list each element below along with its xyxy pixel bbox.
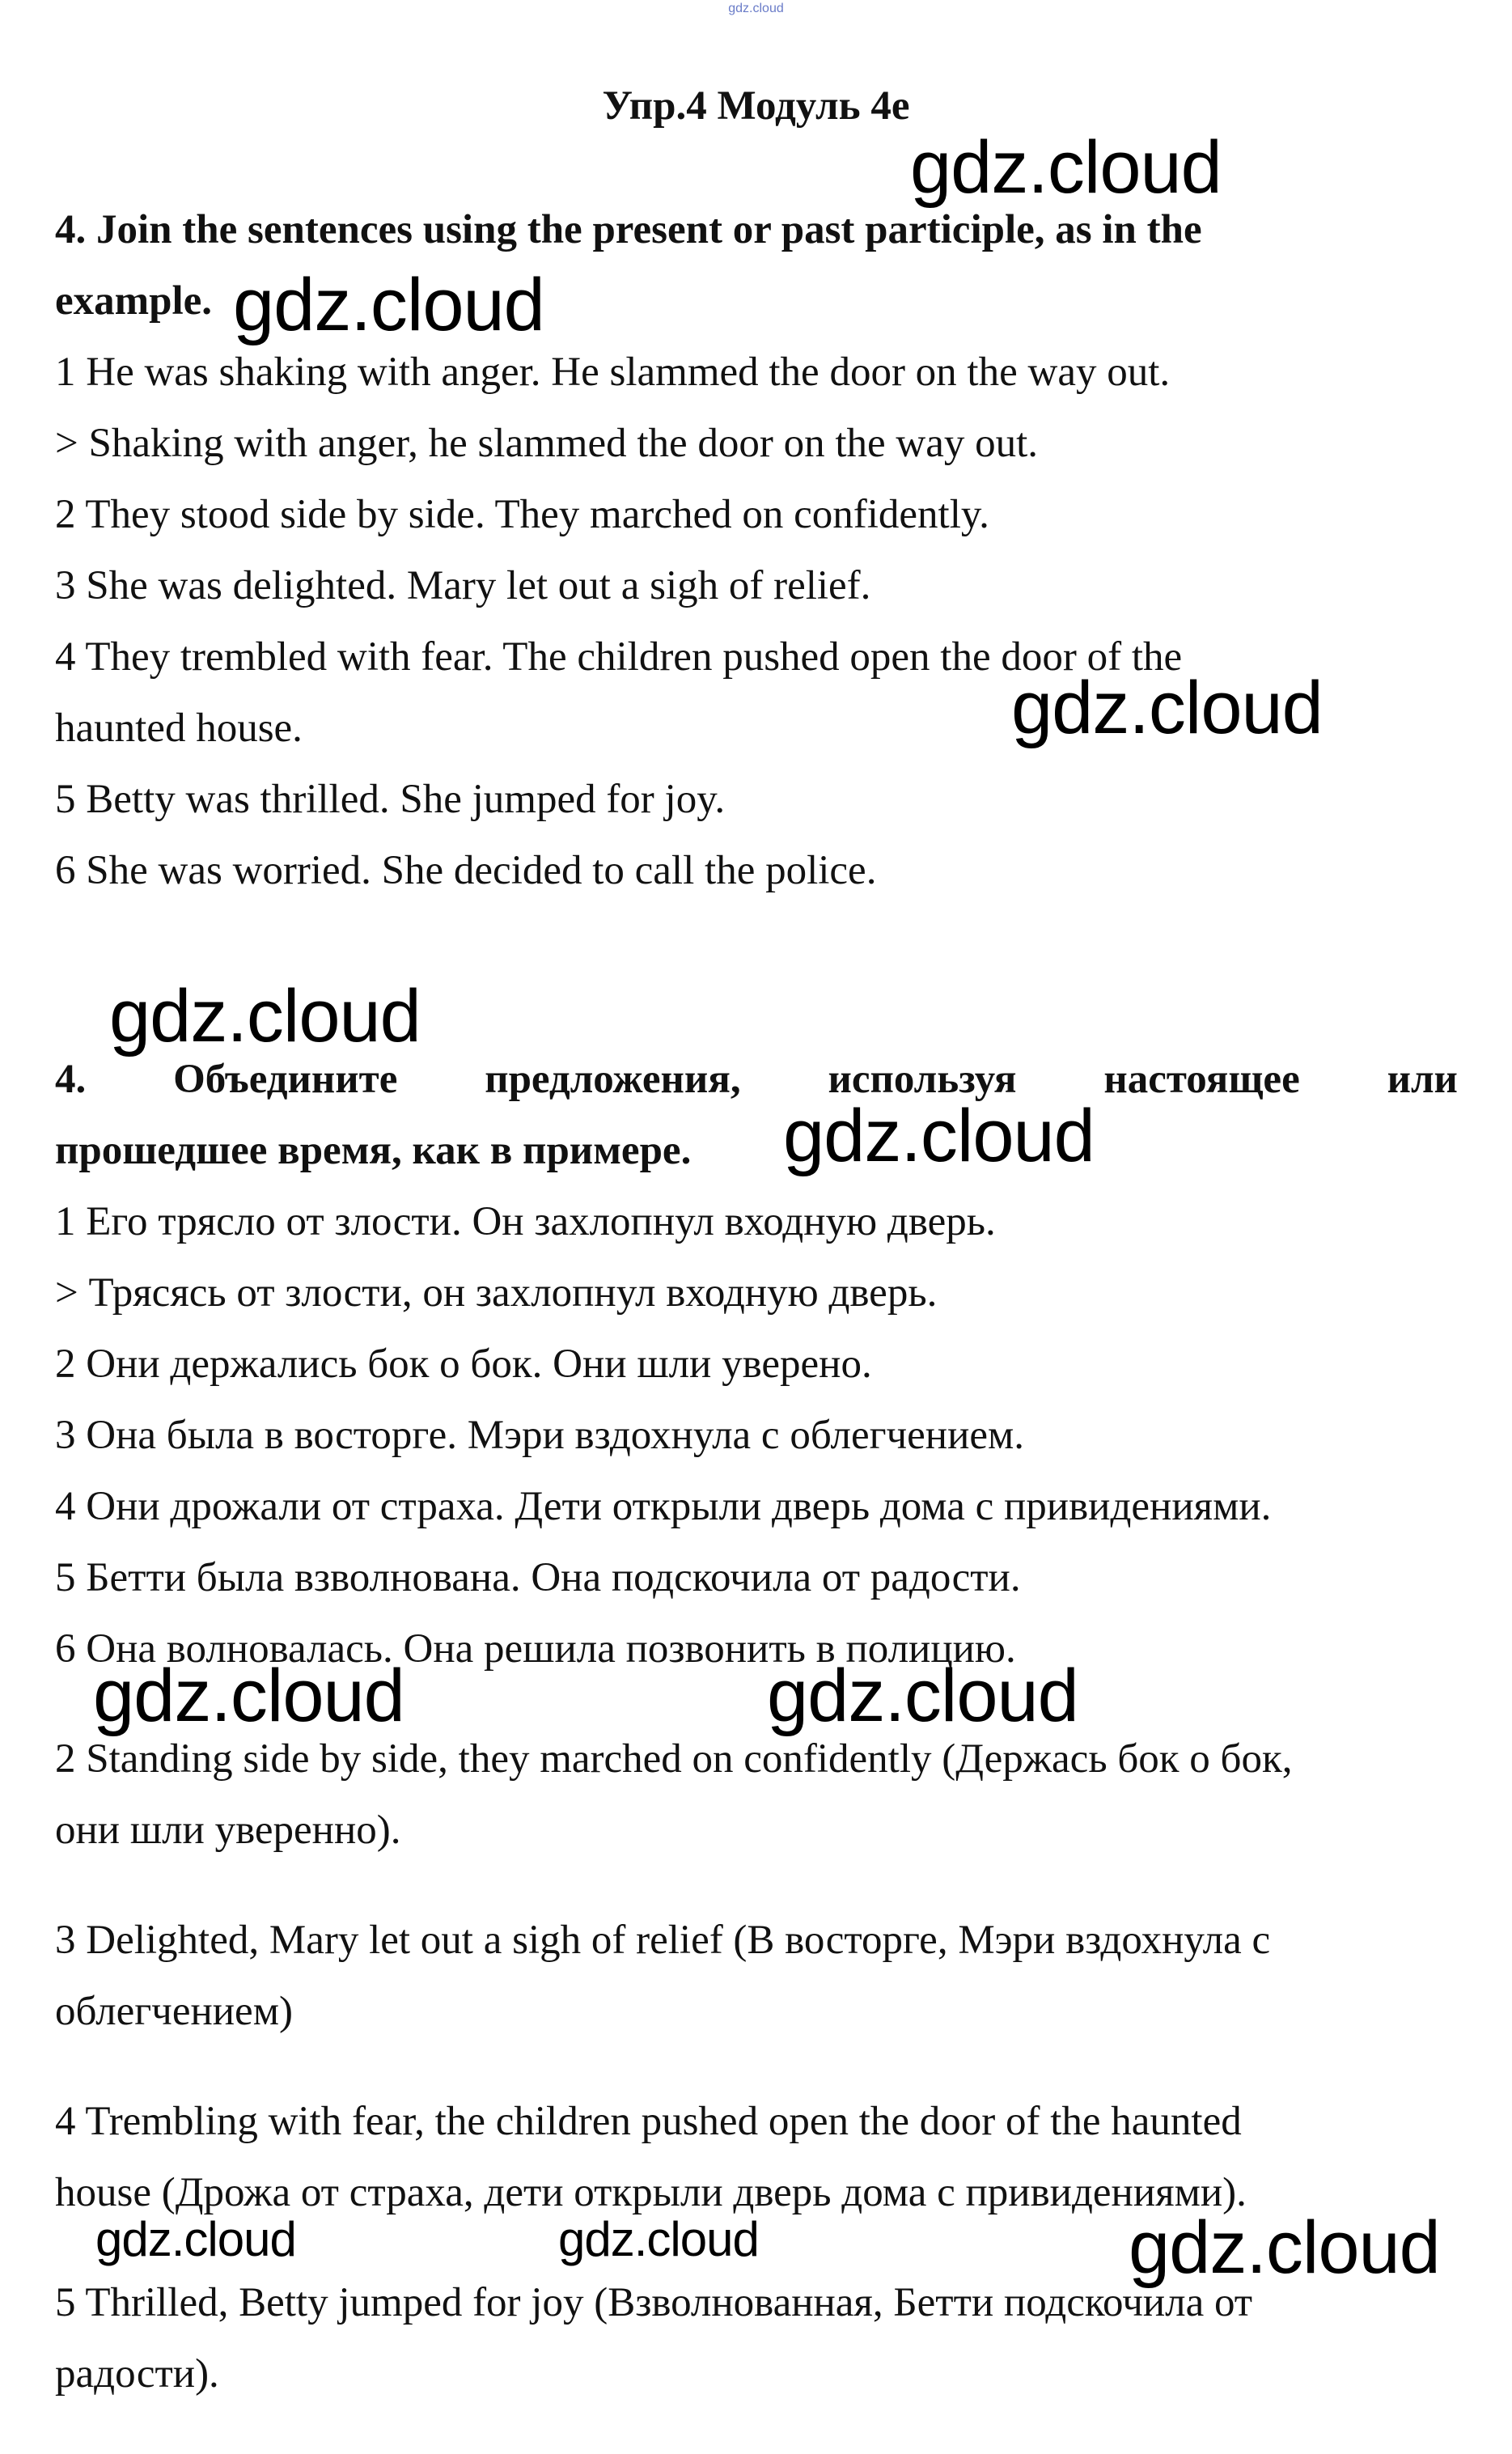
watermark: gdz.cloud — [1129, 2206, 1440, 2289]
watermark: gdz.cloud — [558, 2212, 759, 2266]
heading-word: настоящее — [1103, 1057, 1300, 1102]
exercise-item-en: 2 They stood side by side. They marched on confidently. — [55, 492, 989, 537]
page-title: Упр.4 Модуль 4е — [602, 83, 910, 129]
top-watermark: gdz.cloud — [728, 2, 784, 15]
watermark: gdz.cloud — [95, 2212, 296, 2266]
heading-word: Объедините — [173, 1057, 398, 1102]
heading-word: используя — [828, 1057, 1017, 1102]
watermark: gdz.cloud — [783, 1095, 1095, 1177]
answer-line: 5 Thrilled, Betty jumped for joy (Взволнованная, Бетти подскочила от — [55, 2280, 1253, 2325]
heading-word: предложения, — [485, 1057, 741, 1102]
exercise-item-en: 6 She was worried. She decided to call the police. — [55, 848, 877, 893]
task-heading-ru-line1 — [55, 1055, 1458, 1104]
watermark: gdz.cloud — [109, 975, 421, 1057]
exercise-item-en: 1 He was shaking with anger. He slammed the door on the way out. — [55, 350, 1171, 395]
answer-line: 4 Trembling with fear, the children pushed open the door of the haunted — [55, 2099, 1242, 2144]
watermark: gdz.cloud — [1011, 667, 1323, 749]
answer-line: 3 Delighted, Mary let out a sigh of relief (В восторге, Мэри вздохнула с — [55, 1918, 1271, 1963]
watermark: gdz.cloud — [233, 264, 544, 346]
answer-line: 2 Standing side by side, they marched on confidently (Держась бок о бок, — [55, 1736, 1293, 1782]
task-heading-ru-line2: прошедшее время, как в примере. — [55, 1128, 692, 1173]
heading-word: или — [1387, 1057, 1458, 1102]
answer-line: облегчением) — [55, 1989, 293, 2034]
task-heading-en-line1: 4. Join the sentences using the present or past participle, as in the — [55, 207, 1202, 252]
exercise-item-en: 5 Betty was thrilled. She jumped for joy. — [55, 777, 726, 822]
watermark: gdz.cloud — [93, 1655, 404, 1737]
exercise-item-ru: 6 Она волновалась. Она решила позвонить в полицию. — [55, 1626, 1016, 1672]
exercise-item-en: haunted house. — [55, 706, 303, 751]
watermark: gdz.cloud — [910, 126, 1222, 209]
exercise-item-ru: 4 Они дрожали от страха. Дети открыли дверь дома с привидениями. — [55, 1484, 1272, 1529]
heading-word: 4. — [55, 1057, 87, 1102]
watermark: gdz.cloud — [767, 1655, 1078, 1737]
exercise-item-ru: 2 Они держались бок о бок. Они шли уверено. — [55, 1341, 872, 1387]
exercise-item-ru: 5 Бетти была взволнована. Она подскочила от радости. — [55, 1555, 1021, 1600]
exercise-item-ru: 3 Она была в восторге. Мэри вздохнула с облегчением. — [55, 1413, 1025, 1458]
exercise-item-en: > Shaking with anger, he slammed the door on the way out. — [55, 421, 1039, 466]
exercise-item-en: 4 They trembled with fear. The children pushed open the door of the — [55, 634, 1183, 680]
answer-line: радости). — [55, 2351, 219, 2397]
task-heading-en-line2: example. — [55, 278, 213, 324]
exercise-item-en: 3 She was delighted. Mary let out a sigh of relief. — [55, 563, 871, 608]
answer-line: они шли уверенно). — [55, 1808, 401, 1853]
exercise-item-ru: 1 Его трясло от злости. Он захлопнул входную дверь. — [55, 1199, 996, 1244]
answer-line: house (Дрожа от страха, дети открыли дверь дома с привидениями). — [55, 2170, 1247, 2215]
exercise-item-ru: > Трясясь от злости, он захлопнул входную дверь. — [55, 1270, 938, 1316]
